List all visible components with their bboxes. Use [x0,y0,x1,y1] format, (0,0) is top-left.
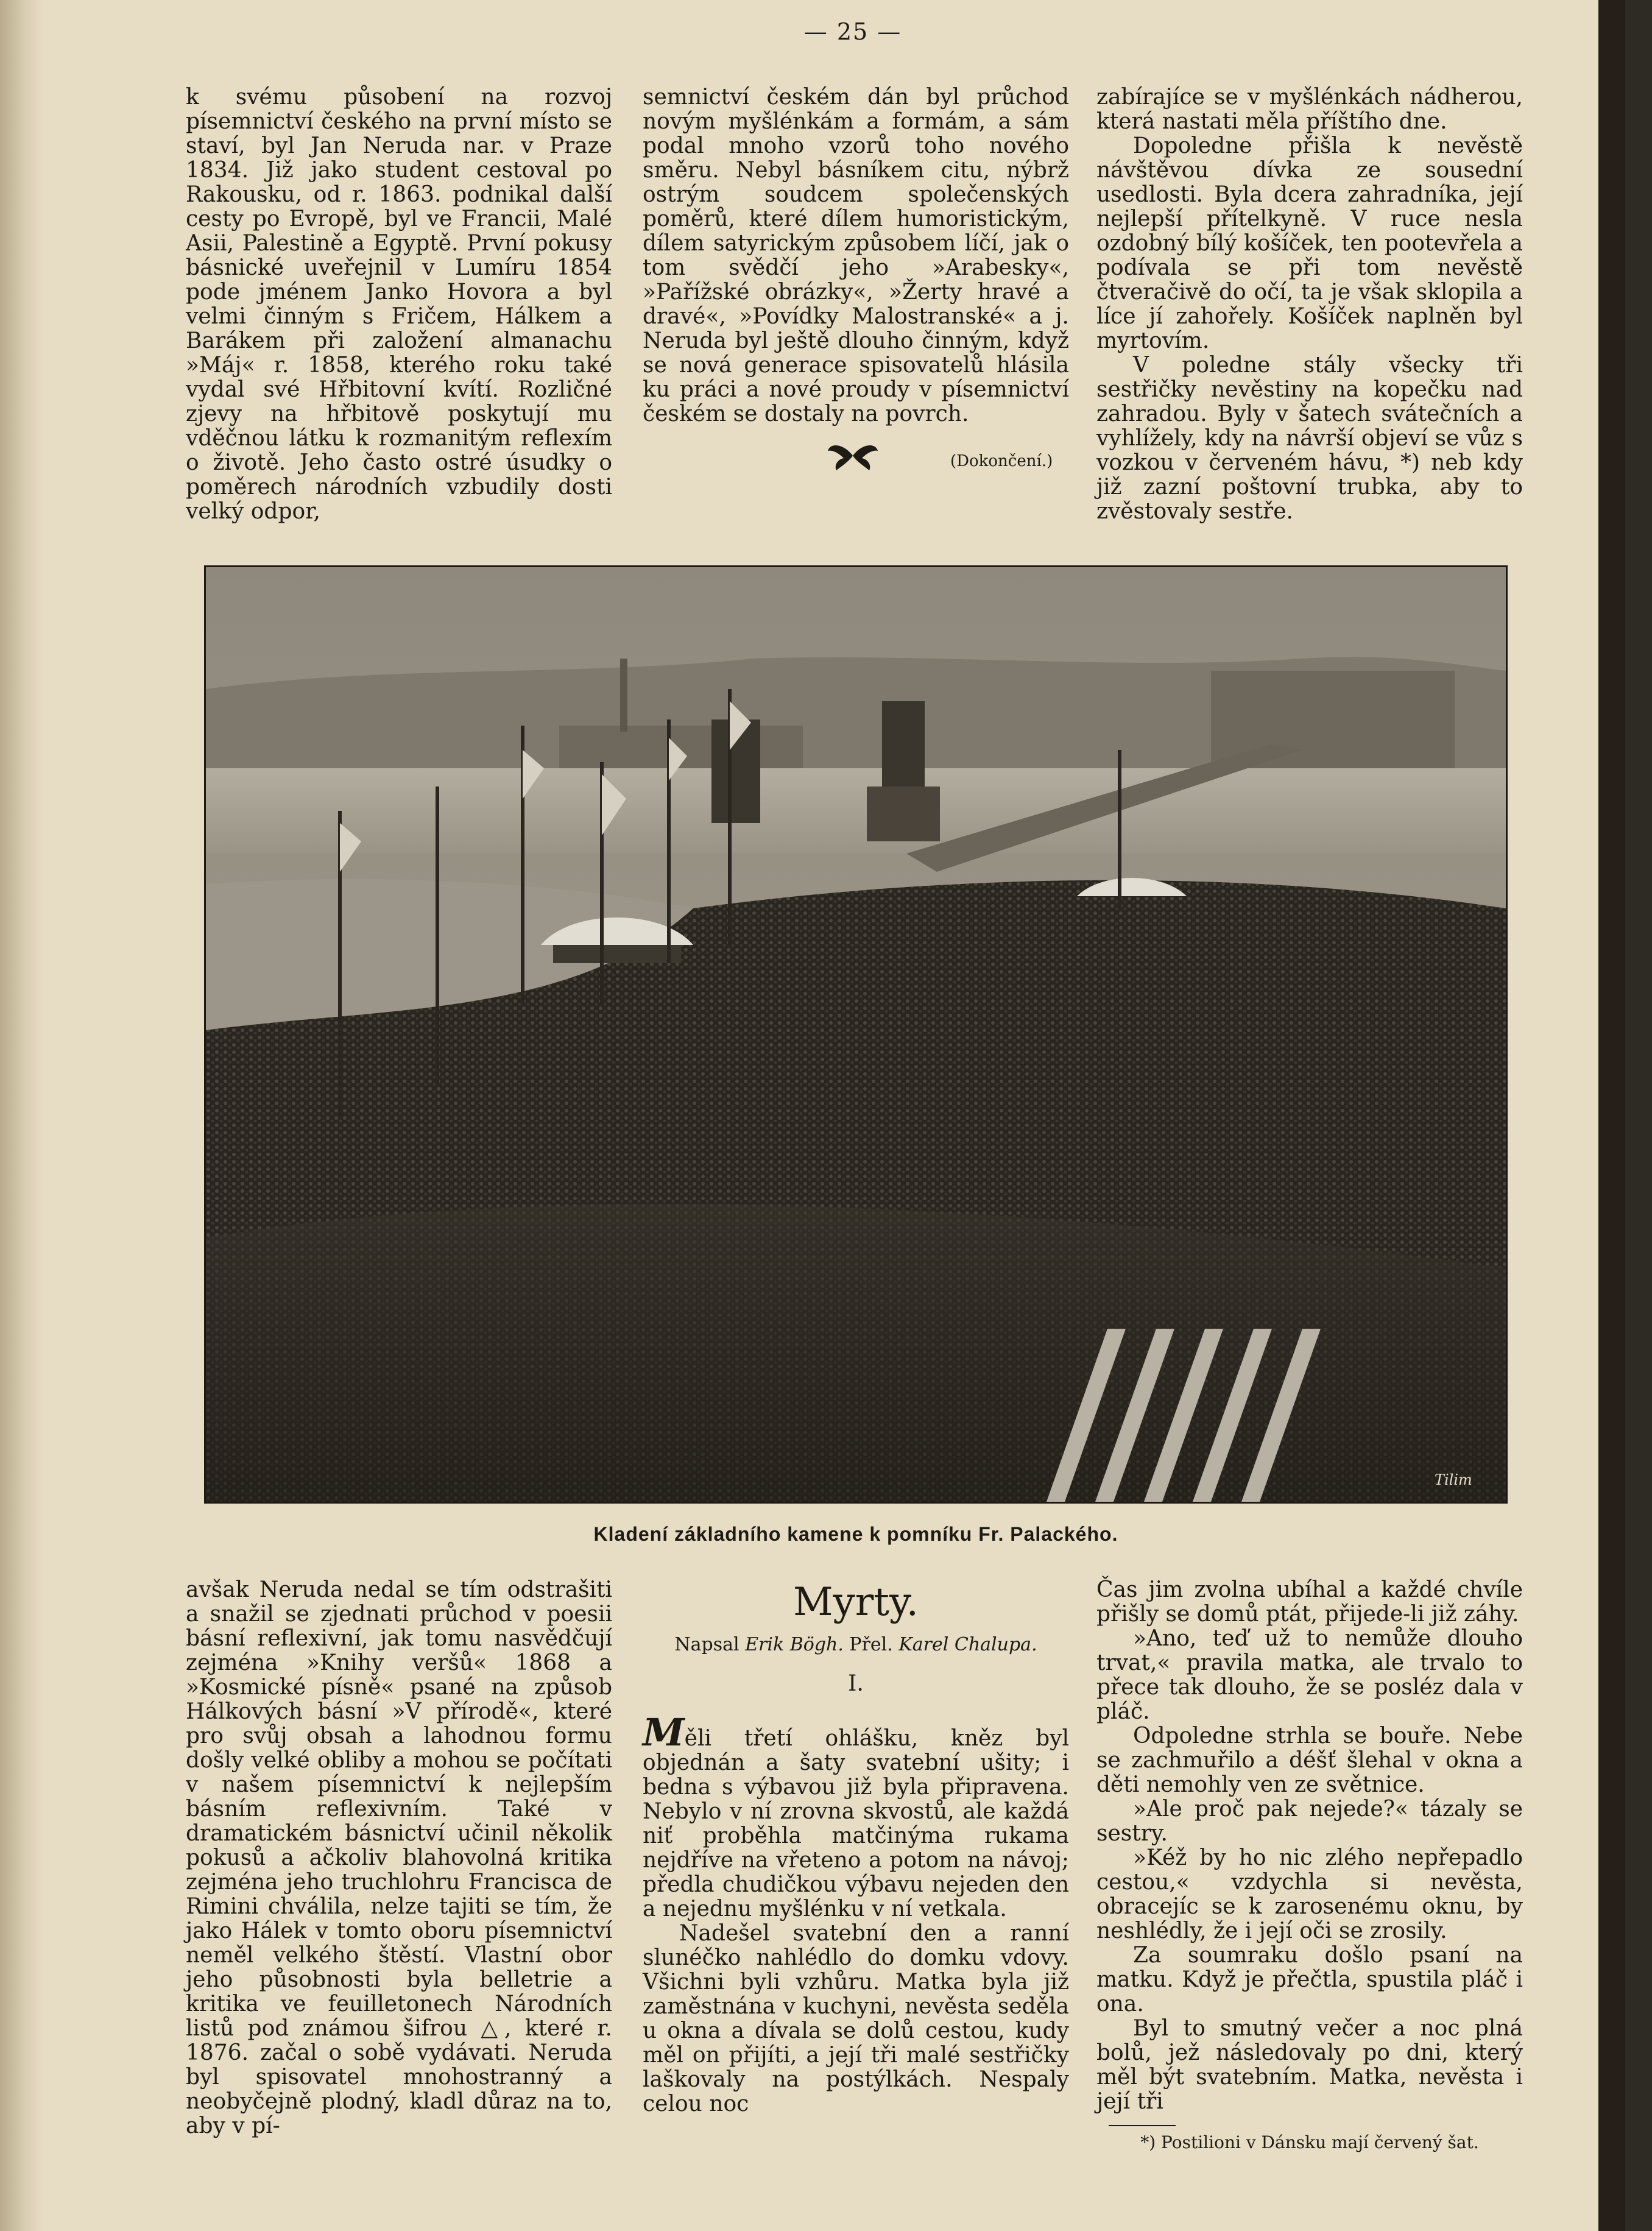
article-column-2 [643,85,1069,426]
paragraph: »Ale proč pak nejede?« tázaly se sestry. [1096,1797,1523,1846]
paragraph: Za soumraku došlo psaní na matku. Když je přečtla, spustila pláč i ona. [1096,1943,1523,2017]
page-edge [1598,0,1625,2231]
paragraph [643,1710,1069,1922]
drop-cap: M [643,1710,685,1755]
story-column-3-bottom [1096,1578,1523,2153]
paragraph: Čas jim zvolna ubíhal a každé chvíle přišly se domů ptát, přijede-li již záhy. [1096,1577,1523,1627]
chapter-number: I. [848,1671,864,1696]
paragraph: avšak Neruda nedal se tím odstrašiti a snažil se zjednati průchod v poesii básní reflexivní, jak tomu nasvědčují zejména »Knihy veršů« 1868 a »Kosmické písně« psané na způsob Hálkových básní »V přírodě«, které pro svůj obsah a lahodnou formu došly velké obliby a mohou se počítati v našem písemnictví k nejlepším básním reflexivním. Také v dramatickém básnictví učinil několik pokusů a ačkoliv blahovolná kritika zejména jeho truchlohru Francisca de Rimini chválila, nelze tajiti se tím, že jako Hálek v tomto oboru písemnictví neměl velkého štěstí. Vlastní obor jeho působnosti byla belletrie a kritika ve feuilletonech Národních listů pod známou šifrou △, které r. 1876. začal o sobě vydávati. Neruda byl spisovatel mnohostranný a neobyčejně plodný, kladl důraz na to, aby v pí- [186,1577,612,2138]
continued-note: (Dokončení.) [950,452,1053,470]
ornament-icon [825,437,880,474]
paragraph: k svému působení na rozvoj písemnictví českého na první místo se staví, byl Jan Neruda nar. v Praze 1834. Již jako student cestoval po Rakousku, od r. 1863. podnikal další cesty po Evropě, byl ve Francii, Malé Asii, Palestině a Egyptě. První pokusy básnické uveřejnil v Lumíru 1854 pode jménem Janko Hovora a byl velmi činným s Fričem, Hálkem a Barákem při založení almanachu »Máj« r. 1858, kterého roku také vydal své Hřbitovní kvítí. Rozličné zjevy na hřbitově poskytují mu vděčnou látku k rozmanitým reflexím o životě. Jeho často ostré úsudky o poměrech národních vzbudily dosti velký odpor, [186,85,612,524]
story-title: Myrty. [793,1580,919,1625]
footnote: *) Postilioni v Dánsku mají červený šat. [1140,2132,1479,2152]
article-column-1-bottom [186,1578,612,2138]
author: Erik Bögh. [745,1634,844,1655]
crowd-scene-illustration [206,567,1506,1502]
byline-prefix: Napsal [674,1634,740,1655]
page-binding-shadow [0,0,43,2231]
paragraph: V poledne stály všecky tři sestřičky nevěstiny na kopečku nad zahradou. Byly v šatech svátečních a vyhlížely, kdy na návrší objeví se vůz s vozkou v červeném hávu, *) neb kdy již zazní poštovní trubka, aby to zvěstovaly sestře. [1096,353,1523,524]
paragraph: Byl to smutný večer a noc plná bolů, jež následovaly po dni, který měl být svatebním. Matka, nevěsta i její tři [1096,2016,1523,2114]
paragraph-text: ěli třetí ohlášku, kněz byl objednán a šaty svatební ušity; i bedna s výbavou již byla připravena. Nebylo v ní zrovna skvostů, ale každá niť proběhla matčinýma rukama nejdříve na vřeteno a potom na návoj; předla chudičkou výbavu nejeden den a nejednu myšlénku v ní vetkala. [643,1726,1069,1922]
article-column-1 [186,85,612,524]
page-number: — 25 — [803,18,902,45]
photograph [204,565,1508,1504]
translator-prefix: Přel. [849,1634,893,1655]
story-column-2 [643,1578,1069,2116]
photographer-signature: Tilim [1435,1471,1472,1488]
story-column-3-top [1096,85,1523,524]
photo-caption: Kladení základního kamene k pomníku Fr. Palackého. [593,1523,1118,1545]
paragraph: »Kéž by ho nic zlého nepřepadlo cestou,« vzdychla si nevěsta, obracejíc se k zarosenému oknu, by neshlédly, že i její oči se zrosily. [1096,1845,1523,1943]
paragraph: zabírajíce se v myšlénkách nádherou, která nastati měla příštího dne. [1096,85,1523,134]
byline [643,1633,1069,1657]
paragraph: Odpoledne strhla se bouře. Nebe se zachmuřilo a déšť šlehal v okna a děti nemohly ven ze světnice. [1096,1724,1523,1797]
paragraph: semnictví českém dán byl průchod novým myšlénkám a formám, a sám podal mnoho vzorů toho nového směru. Nebyl básníkem citu, nýbrž ostrým soudcem společenských poměrů, které dílem humoristickým, dílem satyrickým způsobem líčí, jak o tom svědčí jeho »Arabesky«, »Pařížské obrázky«, »Žerty hravé a dravé«, »Povídky Malostranské« a j. Neruda byl ještě dlouho činným, když se nová generace spisovatelů hlásila ku práci a nové proudy v písemnictví českém se dostaly na povrch. [643,85,1069,426]
translator: Karel Chalupa. [898,1634,1037,1655]
paragraph: »Ano, teď už to nemůže dlouho trvat,« pravila matka, ale trvalo to přece tak dlouho, že se posléz dala v pláč. [1096,1626,1523,1724]
footnote-divider [1109,2125,1176,2126]
paragraph: Dopoledne přišla k nevěstě návštěvou dívka ze sousední usedlosti. Byla dcera zahradníka, její nejlepší přítelkyně. V ruce nesla ozdobný bílý košíček, ten pootevřela a podívala se při tom nevěstě čtveračivě do očí, ta je však sklopila a líce jí zahořely. Košíček naplněn byl myrtovím. [1096,133,1523,353]
paragraph: Nadešel svatební den a ranní slunéčko nahlédlo do domku vdovy. Všichni byli vzhůru. Matka byla již zaměstnána v kuchyni, nevěsta seděla u okna a dívala se dolů cestou, kudy měl on přijíti, a její tři malé sestřičky laškovaly na postýlkách. Nespaly celou noc [643,1921,1069,2116]
